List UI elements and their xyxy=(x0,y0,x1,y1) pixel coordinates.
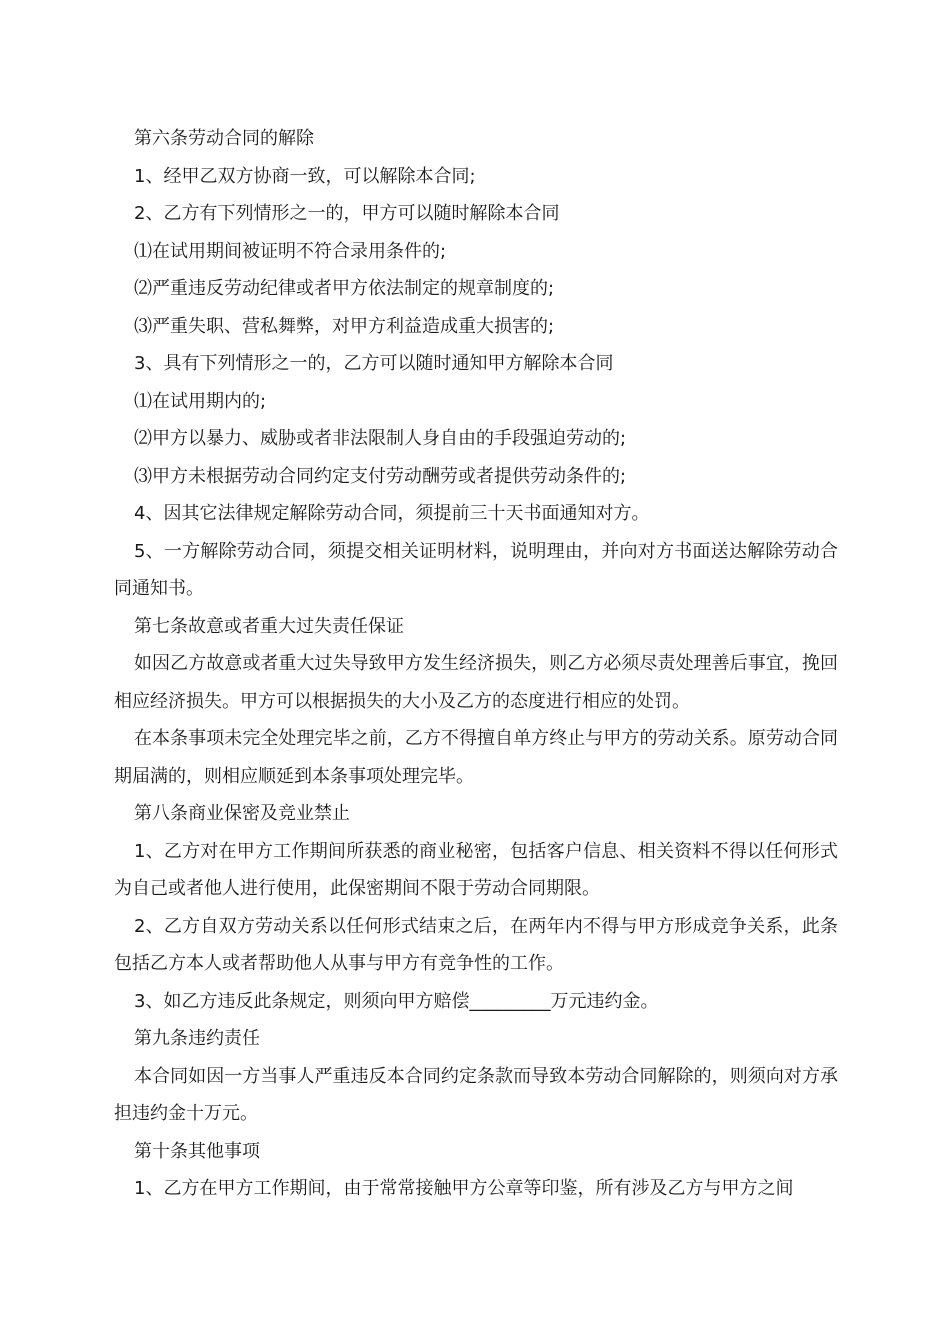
clause-6-3-item-1: ⑴在试用期内的; xyxy=(134,390,267,412)
clause-10-1: 1、乙方在甲方工作期间，由于常常接触甲方公章等印鉴，所有涉及乙方与甲方之间 xyxy=(134,1178,794,1199)
article-9-paragraph: 本合同如因一方当事人严重违反本合同约定条款而导致本劳动合同解除的，则须向对方承担违约金十万元。 xyxy=(114,1065,838,1124)
article-7-paragraph-2: 在本条事项未完全处理完毕之前，乙方不得擅自单方终止与甲方的劳动关系。原劳动合同期届满的，则相应顺延到本条事项处理完毕。 xyxy=(114,728,838,787)
clause-6-2-item-3: ⑶严重失职、营私舞弊，对甲方利益造成重大损害的; xyxy=(134,315,555,337)
article-9-heading: 第九条违约责任 xyxy=(134,1028,260,1049)
article-7-paragraph-1: 如因乙方故意或者重大过失导致甲方发生经济损失，则乙方必须尽责处理善后事宜，挽回相应经济损失。甲方可以根据损失的大小及乙方的态度进行相应的处罚。 xyxy=(114,653,838,712)
clause-6-5: 5、一方解除劳动合同，须提交相关证明材料，说明理由，并向对方书面送达解除劳动合同通知书。 xyxy=(114,540,838,599)
clause-6-3: 3、具有下列情形之一的，乙方可以随时通知甲方解除本合同 xyxy=(134,353,614,374)
clause-6-2-item-2: ⑵严重违反劳动纪律或者甲方依法制定的规章制度的; xyxy=(134,278,555,299)
clause-8-3: 3、如乙方违反此条规定，则须向甲方赔偿_________万元违约金。 xyxy=(134,990,659,1012)
clause-6-4: 4、因其它法律规定解除劳动合同，须提前三十天书面通知对方。 xyxy=(134,503,650,524)
clause-6-2: 2、乙方有下列情形之一的，甲方可以随时解除本合同 xyxy=(134,203,560,224)
article-7-heading: 第七条故意或者重大过失责任保证 xyxy=(134,615,404,637)
clause-8-2: 2、乙方自双方劳动关系以任何形式结束之后，在两年内不得与甲方形成竞争关系，此条包括乙方本人或者帮助他人从事与甲方有竞争性的工作。 xyxy=(114,915,838,974)
article-6-heading: 第六条劳动合同的解除 xyxy=(134,128,314,149)
document-body xyxy=(114,120,838,1208)
article-10-heading: 第十条其他事项 xyxy=(134,1140,260,1162)
clause-6-3-item-3: ⑶甲方未根据劳动合同约定支付劳动酬劳或者提供劳动条件的; xyxy=(134,465,627,487)
clause-6-2-item-1: ⑴在试用期间被证明不符合录用条件的; xyxy=(134,240,447,262)
clause-8-1: 1、乙方对在甲方工作期间所获悉的商业秘密，包括客户信息、相关资料不得以任何形式为自己或者他人进行使用，此保密期间不限于劳动合同期限。 xyxy=(114,840,838,899)
clause-6-1: 1、经甲乙双方协商一致，可以解除本合同; xyxy=(134,165,476,187)
clause-6-3-item-2: ⑵甲方以暴力、威胁或者非法限制人身自由的手段强迫劳动的; xyxy=(134,428,627,449)
article-8-heading: 第八条商业保密及竞业禁止 xyxy=(134,803,350,824)
